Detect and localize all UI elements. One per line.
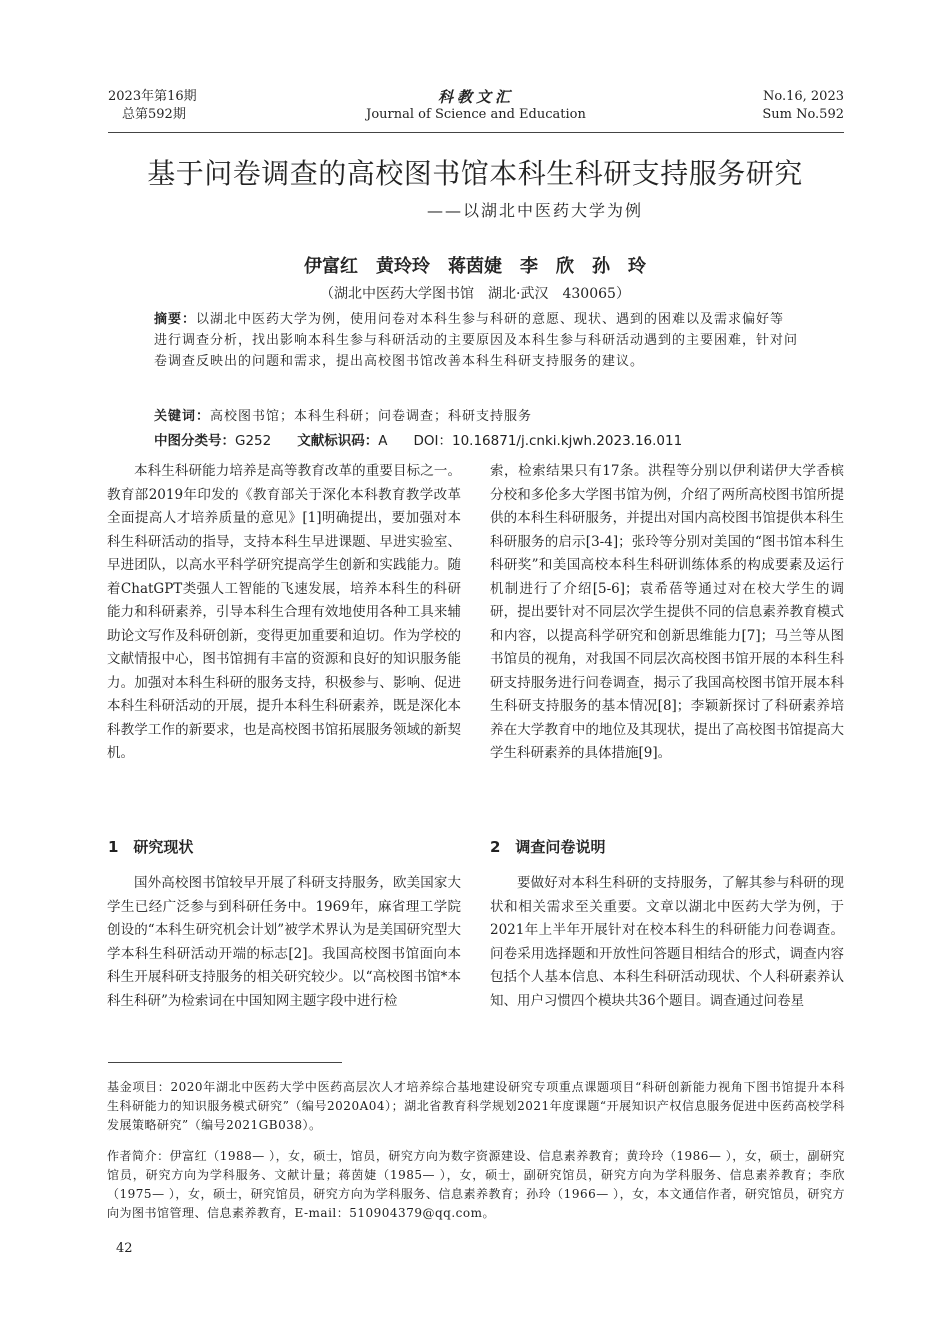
abstract-text: 以湖北中医药大学为例，使用问卷对本科生参与科研的意愿、现状、遇到的困难以及需求偏好等进行调查分析，找出影响本科生参与科研活动的主要原因及本科生参与科研活动遇到的主要困难，针对问卷调查反映出的问题和需求，提出高校图书馆改善本科生科研支持服务的建议。 [154,312,799,369]
keywords [154,406,798,427]
funding-note: 基金项目：2020年湖北中医药大学中医药高层次人才培养综合基地建设研究专项重点课题项目“科研创新能力视角下图书馆提升本科生科研能力的知识服务模式研究”（编号2020A04）；湖北省教育科学规划2021年度课题“开展知识产权信息服务促进中医药高校学科发展策略研究”（编号2021GB038）。 [107,1080,845,1132]
keywords-text: 高校图书馆；本科生科研；问卷调查；科研支持服务 [210,409,533,424]
section-2-paragraph: 要做好对本科生科研的支持服务，了解其参与科研的现状和相关需求至关重要。文章以湖北中医药大学为例，于2021年上半年开展针对在校本科生的科研能力问卷调查。问卷采用选择题和开放性问答题目相结合的形式，调查内容包括个人基本信息、本科生科研活动现状、个人科研素养认知、用户习惯四个模块共36个题目。调查通过问卷星 [490,875,844,1009]
page-header [108,88,844,133]
author-bio-note: 作者简介：伊富红（1988— ），女，硕士，馆员，研究方向为数字资源建设、信息素养教育；黄玲玲（1986— ），女，硕士，副研究馆员，研究方向为学科服务、文献计量；蒋茵婕（1985— ），女，硕士，副研究馆员，研究方向为学科服务、信息素养教育；李欣（1975— ），女，硕士，研究馆员，研究方向为学科服务、信息素养教育；孙玲（1966— ），女，本文通信作者，研究馆员，研究方向为图书馆管理、信息素养教育，E-mail：510904379@qq.com。 [107,1149,845,1220]
doccode-value: A [378,433,388,449]
journal-name [108,88,844,124]
issue-number [762,88,844,124]
section-1-paragraph: 国外高校图书馆较早开展了科研支持服务，欧美国家大学生已经广泛参与到科研任务中。1969年，麻省理工学院创设的“本科生研究机会计划”被学术界认为是美国研究型大学本科生科研活动开端的标志[2]。我国高校图书馆面向本科生开展科研支持服务的相关研究较少。以“高校图书馆*本科生科研”为检索词在中国知网主题字段中进行检 [107,875,461,1009]
year-issue: 2023年第16期 [108,89,197,104]
section-2-body [490,872,844,1013]
journal-english: Journal of Science and Education [366,107,586,122]
page-number: 42 [116,1241,133,1256]
doccode-label: 文献标识码： [297,433,379,449]
intro-paragraph: 本科生科研能力培养是高等教育改革的重要目标之一。教育部2019年印发的《教育部关于深化本科教育教学改革 全面提高人才培养质量的意见》[1]明确提出，要加强对本科生科研活动的指导，支持本科生早进课题、早进实验室、早进团队，以高水平科学研究提高学生创新和实践能力。随着ChatGPT类强人工智能的飞速发展，培养本科生的科研能力和科研素养，引导本科生合理有效地使用各种工具来辅助论文写作及科研创新，变得更加重要和迫切。作为学校的文献情报中心，图书馆拥有丰富的资源和良好的知识服务能力。加强对本科生科研的服务支持，积极参与、影响、促进本科生科研活动的开展，提升本科生科研素养，既是深化本科教学工作的新要求，也是高校图书馆拓展服务领域的新契机。 [107,463,461,761]
doi-label: DOI： [413,433,452,449]
keywords-label: 关键词： [154,409,211,424]
authors: 伊富红 黄玲玲 蒋茵婕 李 欣 孙 玲 [304,256,646,277]
total-issue: 总第592期 [122,107,186,122]
abstract-label: 摘要： [154,312,197,327]
article-subtitle [40,198,910,221]
class-value: G252 [235,433,272,449]
article-title: 基于问卷调查的高校图书馆本科生科研支持服务研究 [147,157,803,190]
class-label: 中图分类号： [154,433,235,449]
footnote-divider [108,1062,342,1063]
right-column-top [490,460,844,766]
subtitle-text: ——以湖北中医药大学为例 [426,201,643,220]
section-1-heading: 1 研究现状 [108,838,194,856]
section-1-body [107,872,461,1013]
abstract [154,309,798,372]
section-2-heading: 2 调查问卷说明 [490,838,606,856]
issue-no: No.16, 2023 [763,89,844,104]
intro-column [107,460,461,766]
journal-logo: 科教文汇 [437,88,514,106]
literature-review-paragraph: 索，检索结果只有17条。洪程等分别以伊利诺伊大学香槟分校和多伦多大学图书馆为例，介绍了两所高校图书馆所提供的本科生科研服务，并提出对国内高校图书馆提供本科生科研服务的启示[3-4]；张玲等分别对美国的“图书馆本科生科研奖”和美国高校本科生科研训练体系的构成要素及运行机制进行了介绍[5-6]；袁希蓓等通过对在校大学生的调研，提出要针对不同层次学生提供不同的信息素养教育模式和内容，以提高科学研究和创新思维能力[7]；马兰等从图书馆员的视角，对我国不同层次高校图书馆开展的本科生科研支持服务进行问卷调查，揭示了我国高校图书馆开展本科生科研支持服务的基本情况[8]；李颖新探讨了科研素养培养在大学教育中的地位及其现状，提出了高校图书馆提高大学生科研素养的具体措施[9]。 [490,463,844,761]
sum-no: Sum No.592 [762,107,844,122]
doi-value: 10.16871/j.cnki.kjwh.2023.16.011 [452,433,683,449]
affiliation: （湖北中医药大学图书馆 湖北·武汉 430065） [320,286,630,302]
classification-line [154,431,854,452]
